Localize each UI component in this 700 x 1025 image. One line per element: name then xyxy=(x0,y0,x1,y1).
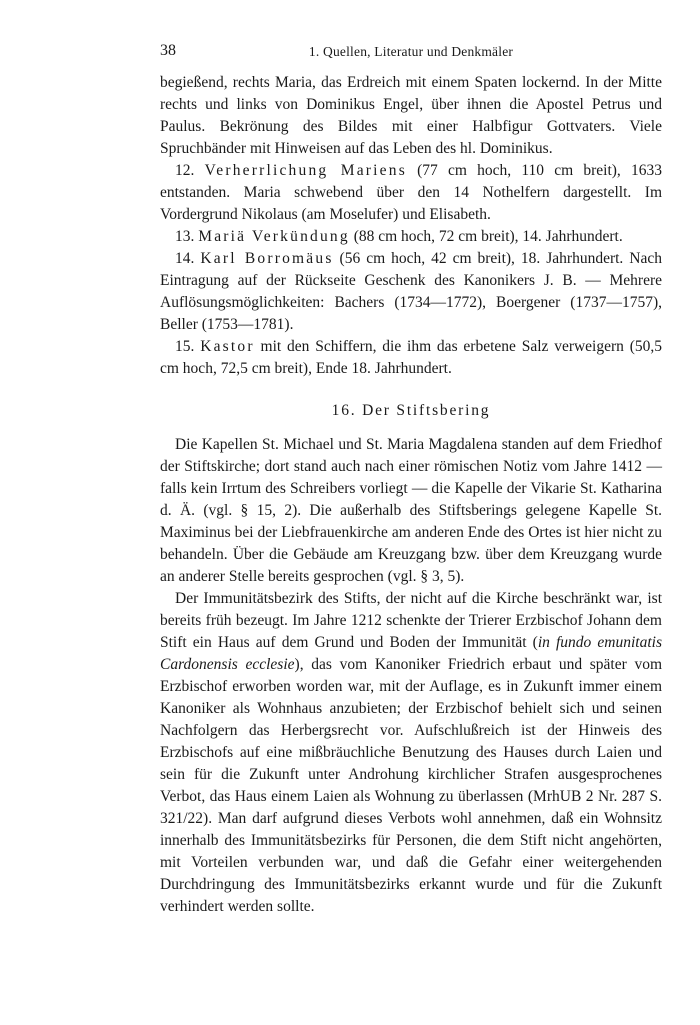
item-number: 13. xyxy=(175,228,195,245)
list-item-15 xyxy=(160,336,662,380)
running-head xyxy=(160,42,662,72)
item-number: 15. xyxy=(175,338,195,355)
list-item-14 xyxy=(160,248,662,336)
paragraph xyxy=(160,588,662,918)
item-title: Karl Borromäus xyxy=(200,250,334,267)
list-item-13 xyxy=(160,226,662,248)
item-title: Kastor xyxy=(200,338,255,355)
list-item-12 xyxy=(160,160,662,226)
page xyxy=(160,42,662,918)
item-title: Mariä Verkündung xyxy=(198,228,350,245)
item-text: mit den Schiffern, die ihm das erbetene Salz verweigern (50,5 cm hoch, 72,5 cm breit), Ende 18. Jahrhundert. xyxy=(160,338,663,377)
body-text xyxy=(160,72,662,918)
paragraph: Die Kapellen St. Michael und St. Maria Magdalena standen auf dem Friedhof der Stiftskirche; dort stand auch nach einer römischen Notiz vom Jahre 1412 — falls kein Irrtum des Schreibers vorliegt — die Kapelle der Vikarie St. Katharina d. Ä. (vgl. § 15, 2). Die außerhalb des Stiftsberings gelegene Kapelle St. Maximinus bei der Liebfrauenkirche am anderen Ende des Ortes ist hier nicht zu behandeln. Über die Gebäude am Kreuzgang bzw. über dem Kreuzgang wurde an anderer Stelle bereits gesprochen (vgl. § 3, 5). xyxy=(160,436,662,585)
item-title: Verherrlichung Mariens xyxy=(204,162,407,179)
page-number: 38 xyxy=(160,42,176,59)
section-heading: 16. Der Stiftsbering xyxy=(331,402,491,419)
item-text: (56 cm hoch, 42 cm breit), 18. Jahrhundert. Nach Eintragung auf der Rückseite Geschenk des Kanonikers J. B. — Mehrere Auflösungsmöglichkeiten: Bachers (1734—1772), Boergener (1737—1757), Beller (1753—1781). xyxy=(160,250,662,333)
latin-quote: in fundo emunitatis Cardonensis ecclesie xyxy=(160,634,662,673)
running-title: 1. Quellen, Literatur und Denkmäler xyxy=(308,44,514,59)
paragraph-text: Der Immunitätsbezirk des Stifts, der nicht auf die Kirche beschränkt war, ist bereits früh bezeugt. Im Jahre 1212 schenkte der Trierer Erzbischof Johann dem Stift ein Haus auf dem Grund und Boden der Immunität ( xyxy=(160,590,662,651)
item-number: 12. xyxy=(175,162,195,179)
item-number: 14. xyxy=(175,250,195,267)
paragraph-text: ), das vom Kanoniker Friedrich erbaut und später vom Erzbischof erworben worden war, mit der Auflage, es in Zukunft immer einem Kanoniker als Wohnhaus anzubieten; der Erzbischof behielt sich und seinen Nachfolgern das Herbergsrecht vor. Aufschlußreich ist der Hinweis des Erzbischofs auf eine mißbräuchliche Benutzung des Hauses durch Laien und sein für die Zukunft unter Androhung kirchlicher Strafen ausgesprochenes Verbot, das Haus einem Laien als Wohnung zu überlassen (MrhUB 2 Nr. 287 S. 321/22). Man darf aufgrund dieses Verbots wohl annehmen, daß ein Wohnsitz innerhalb des Immunitätsbezirks für Personen, die dem Stift nicht angehörten, mit Vorteilen verbunden war, und daß die Gefahr einer weitergehenden Durchdringung des Immunitätsbezirks erkannt wurde und für die Zukunft verhindert werden sollte. xyxy=(160,656,662,915)
item-text: (88 cm hoch, 72 cm breit), 14. Jahrhundert. xyxy=(353,228,623,245)
item-text: (77 cm hoch, 110 cm breit), 1633 entstanden. Maria schwebend über den 14 Nothelfern dargestellt. Im Vordergrund Nikolaus (am Moselufer) und Elisabeth. xyxy=(160,162,663,223)
paragraph-intro: begießend, rechts Maria, das Erdreich mit einem Spaten lockernd. In der Mitte rechts und links von Dominikus Engel, über ihnen die Apostel Petrus und Paulus. Bekrönung des Bildes mit einer Halbfigur Gottvaters. Viele Spruchbänder mit Hinweisen auf das Leben des hl. Dominikus. xyxy=(160,74,662,157)
